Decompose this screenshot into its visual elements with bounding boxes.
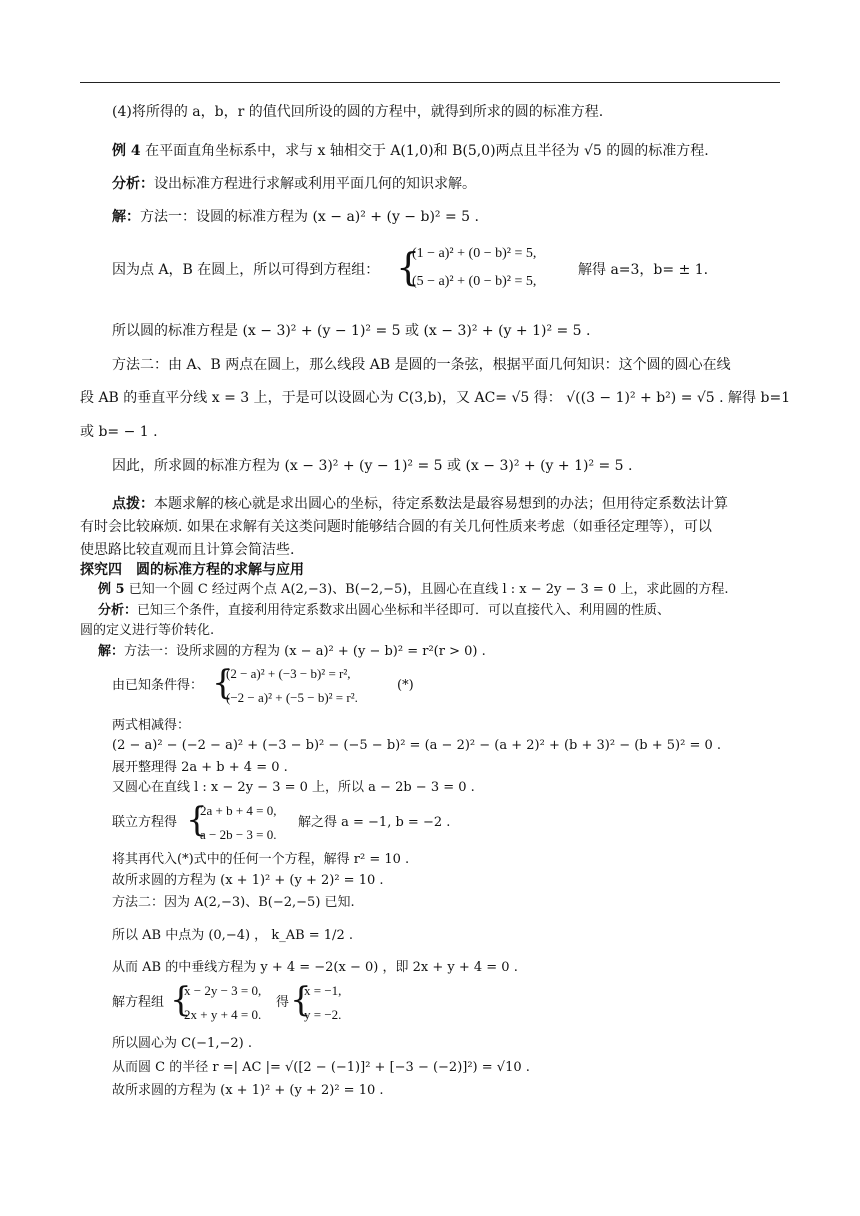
example-label: 例 5 [98,582,125,597]
example-4 [112,143,709,160]
equation-system [396,242,586,298]
text-line: 又圆心在直线 l : x − 2y − 3 = 0 上，所以 a − 2b − 3 = 0 . [112,780,475,795]
example-label: 例 4 [112,143,141,159]
text-line: 从而 AB 的中垂线方程为 y + 4 = −2(x − 0) ，即 2x + y + 4 = 0 . [112,960,518,975]
text-line: 有时会比较麻烦. 如果在求解有关这类问题时能够结合圆的有关几何性质来考虑（如垂径定理等），可以 [80,519,712,535]
text-line: 所以圆的标准方程是 (x − 3)² + (y − 1)² = 5 或 (x − 3)² + (y + 1)² = 5 . [112,323,591,339]
example-5 [98,582,728,598]
solution-text: 方法一：设圆的标准方程为 (x − a)² + (y − b)² = 5 . [140,209,479,225]
system-row: y = −2. [304,1007,342,1022]
solution-result: 解之得 a = −1, b = −2 . [298,815,451,830]
system-row: x = −1, [304,983,342,998]
analysis-label: 分析： [112,176,154,192]
text-line: (2 − a)² − (−2 − a)² + (−3 − b)² − (−5 − b)² = (a − 2)² − (a + 2)² + (b + 3)² − (b + 5)² = 0 . [112,738,722,753]
solution-text: 方法一：设所求圆的方程为 (x − a)² + (y − b)² = r²(r > 0) . [124,644,486,659]
system-intro: 因为点 A，B 在圆上，所以可得到方程组： [112,262,380,278]
system-row: (2 − a)² + (−3 − b)² = r², [226,666,351,681]
brace: { [186,800,208,840]
system-intro: 联立方程得 [112,815,178,830]
system-row: 2a + b + 4 = 0, [200,803,277,818]
solution-line [112,209,479,226]
solution-label: 解： [112,209,140,225]
text-line: 从而圆 C 的半径 r =| AC |= √([2 − (−1)]² + [−3 − (−2)]²) = √10 . [112,1060,530,1075]
analysis-label: 分析： [98,603,138,618]
header-rule [80,82,780,83]
text-line: (4)将所得的 a，b，r 的值代回所设的圆的方程中，就得到所求的圆的标准方程. [112,104,604,120]
brace: { [212,663,234,703]
brace: { [396,245,421,289]
tip-text: 本题求解的核心就是求出圆心的坐标，待定系数法是最容易想到的办法；但用待定系数法计算 [154,496,728,512]
brace: { [290,980,312,1020]
system-intro: 由已知条件得： [112,678,204,693]
system-intro: 解方程组 [112,995,165,1010]
brace: { [170,980,192,1020]
analysis-text: 设出标准方程进行求解或利用平面几何的知识求解。 [154,176,476,192]
text-line: 圆的定义进行等价转化. [80,623,215,638]
text-line: 故所求圆的方程为 (x + 1)² + (y + 2)² = 10 . [112,1083,384,1098]
text-line: 或 b= − 1 . [80,424,158,440]
analysis-line [112,176,476,193]
text-line: 使思路比较直观而且计算会简洁些. [80,542,295,558]
equation-system [212,664,412,712]
section-heading: 探究四 圆的标准方程的求解与应用 [80,562,304,578]
system-row: (1 − a)² + (0 − b)² = 5, [412,246,537,261]
solution-label: 解： [98,644,125,659]
tip-label: 点拨： [112,496,154,512]
system-row: 2x + y + 4 = 0. [184,1007,262,1022]
text-line: 方法二：因为 A(2,−3)、B(−2,−5) 已知. [112,895,355,910]
analysis-text: 已知三个条件，直接利用待定系数求出圆心坐标和半径即可．可以直接代入、利用圆的性质、 [137,603,671,618]
example-text: 在平面直角坐标系中，求与 x 轴相交于 A(1,0)和 B(5,0)两点且半径为 √5 的圆的标准方程. [140,143,709,159]
system-row: x − 2y − 3 = 0, [184,983,262,998]
text-line: 两式相减得： [112,718,191,733]
equation-tag: (*) [397,678,414,693]
system-row: a − 2b − 3 = 0. [200,827,277,842]
tip-line [112,496,728,513]
system-row: (5 − a)² + (0 − b)² = 5, [412,274,537,289]
solution-result: 解得 a=3，b= ± 1. [578,262,709,278]
solution-line [98,644,486,660]
text-line: 方法二：由 A、B 两点在圆上，那么线段 AB 是圆的一条弦，根据平面几何知识：这个圆的圆心在线 [112,357,731,373]
text-line: 所以 AB 中点为 (0,−4) ， k_AB = 1/2 . [112,928,353,943]
text-line: 段 AB 的垂直平分线 x = 3 上，于是可以设圆心为 C(3,b)，又 AC= √5 得： √((3 − 1)² + b²) = √5 . 解得 b=1 [80,390,791,406]
system-row: (−2 − a)² + (−5 − b)² = r². [226,690,358,705]
analysis-line [98,603,670,619]
equation-system [186,801,316,849]
text-line: 因此，所求圆的标准方程为 (x − 3)² + (y − 1)² = 5 或 (x − 3)² + (y + 1)² = 5 . [112,458,633,474]
example-text: 已知一个圆 C 经过两个点 A(2,−3)、B(−2,−5)，且圆心在直线 l : x − 2y − 3 = 0 上，求此圆的方程. [124,582,729,597]
text-connector: 得 [276,995,290,1010]
text-line: 故所求圆的方程为 (x + 1)² + (y + 2)² = 10 . [112,873,384,888]
text-line: 将其再代入(*)式中的任何一个方程，解得 r² = 10 . [112,852,410,867]
equation-system [290,981,380,1029]
text-line: 所以圆心为 C(−1,−2) . [112,1036,252,1051]
text-line: 展开整理得 2a + b + 4 = 0 . [112,760,288,775]
